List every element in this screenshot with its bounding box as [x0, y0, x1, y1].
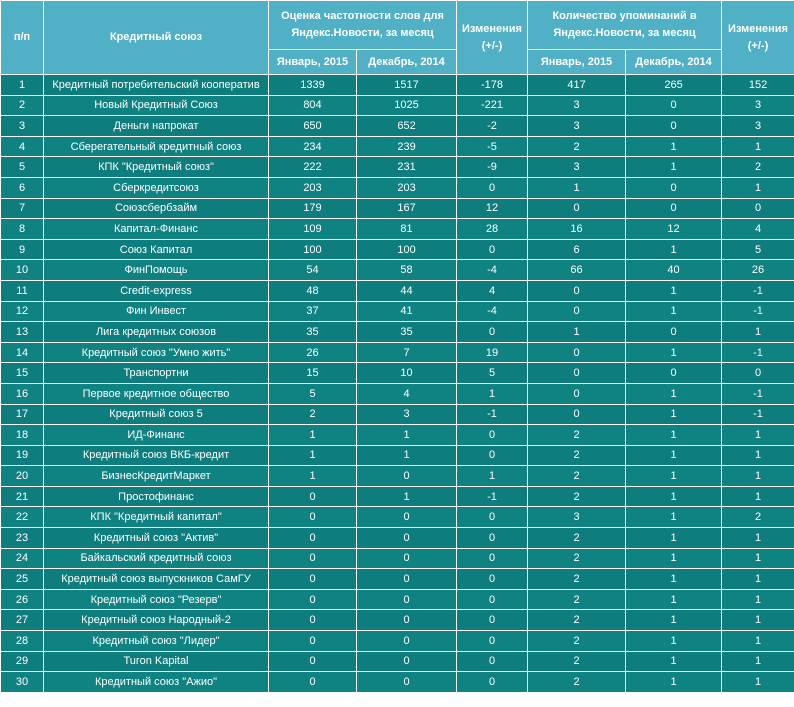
mentions-dec-2014-cell: 1 [626, 466, 722, 487]
frequency-jan-2015-cell: 0 [269, 610, 357, 631]
frequency-dec-2014-cell: 1025 [357, 95, 457, 116]
frequency-jan-2015-cell: 5 [269, 383, 357, 404]
frequency-change-cell: 0 [457, 569, 528, 590]
mentions-dec-2014-cell: 0 [626, 322, 722, 343]
mentions-jan-2015-cell: 0 [528, 280, 626, 301]
frequency-dec-2014-cell: 0 [357, 631, 457, 652]
frequency-change-cell: 1 [457, 383, 528, 404]
credit-union-name-cell: Кредитный союз "Ажио" [44, 672, 269, 693]
frequency-jan-2015-cell: 804 [269, 95, 357, 116]
frequency-jan-2015-cell: 26 [269, 342, 357, 363]
credit-union-name-cell: КПК "Кредитный капитал" [44, 507, 269, 528]
mentions-dec-2014-cell: 1 [626, 610, 722, 631]
mentions-jan-2015-cell: 66 [528, 260, 626, 281]
frequency-change-cell: 28 [457, 219, 528, 240]
frequency-dec-2014-cell: 10 [357, 363, 457, 384]
frequency-change-cell: -4 [457, 260, 528, 281]
row-number-cell: 13 [1, 322, 44, 343]
frequency-dec-2014-cell: 0 [357, 672, 457, 693]
frequency-dec-2014-cell: 58 [357, 260, 457, 281]
frequency-dec-2014-cell: 1517 [357, 75, 457, 96]
credit-union-name-cell: Кредитный союз ВКБ-кредит [44, 445, 269, 466]
frequency-jan-2015-cell: 1 [269, 445, 357, 466]
frequency-change-cell: 0 [457, 177, 528, 198]
frequency-dec-2014-cell: 0 [357, 651, 457, 672]
mentions-change-cell: 3 [722, 95, 794, 116]
table-row [1, 404, 794, 425]
table-row [1, 631, 794, 652]
header-frequency-jan-2015: Январь, 2015 [269, 50, 357, 75]
mentions-jan-2015-cell: 3 [528, 116, 626, 137]
row-number-cell: 24 [1, 548, 44, 569]
mentions-dec-2014-cell: 1 [626, 239, 722, 260]
mentions-change-cell: 2 [722, 507, 794, 528]
row-number-cell: 4 [1, 136, 44, 157]
frequency-jan-2015-cell: 0 [269, 486, 357, 507]
frequency-jan-2015-cell: 0 [269, 631, 357, 652]
mentions-dec-2014-cell: 1 [626, 528, 722, 549]
table-row [1, 425, 794, 446]
table-row [1, 280, 794, 301]
credit-union-name-cell: Кредитный союз "Резерв" [44, 589, 269, 610]
frequency-jan-2015-cell: 1 [269, 466, 357, 487]
frequency-dec-2014-cell: 4 [357, 383, 457, 404]
credit-union-name-cell: Сберкредитсоюз [44, 177, 269, 198]
frequency-change-cell: 1 [457, 466, 528, 487]
mentions-jan-2015-cell: 2 [528, 610, 626, 631]
mentions-change-cell: 1 [722, 610, 794, 631]
mentions-change-cell: 0 [722, 198, 794, 219]
row-number-cell: 28 [1, 631, 44, 652]
mentions-dec-2014-cell: 1 [626, 631, 722, 652]
credit-union-name-cell: Кредитный союз выпускников СамГУ [44, 569, 269, 590]
mentions-change-cell: 152 [722, 75, 794, 96]
frequency-change-cell: -1 [457, 404, 528, 425]
frequency-jan-2015-cell: 37 [269, 301, 357, 322]
mentions-jan-2015-cell: 2 [528, 548, 626, 569]
mentions-change-cell: 1 [722, 445, 794, 466]
credit-union-name-cell: БизнесКредитМаркет [44, 466, 269, 487]
frequency-change-cell: 0 [457, 651, 528, 672]
frequency-dec-2014-cell: 231 [357, 157, 457, 178]
frequency-change-cell: -178 [457, 75, 528, 96]
mentions-change-cell: 26 [722, 260, 794, 281]
frequency-change-cell: 0 [457, 507, 528, 528]
mentions-dec-2014-cell: 0 [626, 363, 722, 384]
mentions-dec-2014-cell: 1 [626, 425, 722, 446]
credit-union-name-cell: Простофинанс [44, 486, 269, 507]
table-row [1, 75, 794, 96]
row-number-cell: 11 [1, 280, 44, 301]
mentions-jan-2015-cell: 0 [528, 404, 626, 425]
credit-union-name-cell: Союз Капитал [44, 239, 269, 260]
table-row [1, 260, 794, 281]
header-row-number: п/п [1, 1, 44, 75]
table-row [1, 610, 794, 631]
frequency-change-cell: 0 [457, 445, 528, 466]
frequency-jan-2015-cell: 0 [269, 507, 357, 528]
mentions-jan-2015-cell: 2 [528, 631, 626, 652]
frequency-change-cell: -221 [457, 95, 528, 116]
mentions-change-cell: 4 [722, 219, 794, 240]
mentions-change-cell: 1 [722, 631, 794, 652]
table-row [1, 239, 794, 260]
mentions-change-cell: 1 [722, 569, 794, 590]
mentions-dec-2014-cell: 1 [626, 569, 722, 590]
mentions-jan-2015-cell: 417 [528, 75, 626, 96]
mentions-change-cell: -1 [722, 404, 794, 425]
frequency-jan-2015-cell: 203 [269, 177, 357, 198]
mentions-change-cell: 3 [722, 116, 794, 137]
frequency-jan-2015-cell: 0 [269, 672, 357, 693]
frequency-dec-2014-cell: 100 [357, 239, 457, 260]
mentions-jan-2015-cell: 2 [528, 445, 626, 466]
frequency-dec-2014-cell: 41 [357, 301, 457, 322]
row-number-cell: 23 [1, 528, 44, 549]
mentions-jan-2015-cell: 2 [528, 528, 626, 549]
frequency-change-cell: -1 [457, 486, 528, 507]
mentions-jan-2015-cell: 3 [528, 157, 626, 178]
table-row [1, 383, 794, 404]
row-number-cell: 30 [1, 672, 44, 693]
credit-union-name-cell: Первое кредитное общество [44, 383, 269, 404]
frequency-change-cell: 0 [457, 672, 528, 693]
credit-union-name-cell: Сберегательный кредитный союз [44, 136, 269, 157]
frequency-change-cell: 19 [457, 342, 528, 363]
frequency-change-cell: 5 [457, 363, 528, 384]
row-number-cell: 1 [1, 75, 44, 96]
frequency-dec-2014-cell: 167 [357, 198, 457, 219]
mentions-dec-2014-cell: 1 [626, 651, 722, 672]
frequency-jan-2015-cell: 54 [269, 260, 357, 281]
mentions-jan-2015-cell: 1 [528, 177, 626, 198]
frequency-jan-2015-cell: 0 [269, 651, 357, 672]
table-row [1, 342, 794, 363]
frequency-change-cell: 0 [457, 610, 528, 631]
row-number-cell: 27 [1, 610, 44, 631]
mentions-change-cell: 5 [722, 239, 794, 260]
table-row [1, 198, 794, 219]
table-row [1, 507, 794, 528]
frequency-dec-2014-cell: 7 [357, 342, 457, 363]
mentions-change-cell: 1 [722, 672, 794, 693]
row-number-cell: 12 [1, 301, 44, 322]
credit-union-name-cell: Кредитный потребительский кооператив [44, 75, 269, 96]
row-number-cell: 19 [1, 445, 44, 466]
frequency-jan-2015-cell: 35 [269, 322, 357, 343]
mentions-dec-2014-cell: 1 [626, 383, 722, 404]
credit-union-name-cell: Кредитный союз "Умно жить" [44, 342, 269, 363]
frequency-change-cell: -5 [457, 136, 528, 157]
header-frequency-group: Оценка частотности слов для Яндекс.Новости, за месяц [269, 1, 457, 50]
table-row [1, 301, 794, 322]
mentions-change-cell: 1 [722, 322, 794, 343]
frequency-jan-2015-cell: 2 [269, 404, 357, 425]
credit-union-name-cell: Новый Кредитный Союз [44, 95, 269, 116]
credit-union-name-cell: Союзсбербзайм [44, 198, 269, 219]
frequency-change-cell: 0 [457, 528, 528, 549]
frequency-dec-2014-cell: 0 [357, 610, 457, 631]
table-row [1, 672, 794, 693]
frequency-jan-2015-cell: 0 [269, 528, 357, 549]
mentions-jan-2015-cell: 2 [528, 569, 626, 590]
frequency-dec-2014-cell: 1 [357, 445, 457, 466]
frequency-dec-2014-cell: 81 [357, 219, 457, 240]
frequency-jan-2015-cell: 650 [269, 116, 357, 137]
mentions-dec-2014-cell: 0 [626, 116, 722, 137]
frequency-change-cell: 0 [457, 425, 528, 446]
row-number-cell: 5 [1, 157, 44, 178]
row-number-cell: 15 [1, 363, 44, 384]
mentions-jan-2015-cell: 0 [528, 363, 626, 384]
row-number-cell: 6 [1, 177, 44, 198]
mentions-jan-2015-cell: 1 [528, 322, 626, 343]
table-row [1, 136, 794, 157]
frequency-jan-2015-cell: 109 [269, 219, 357, 240]
mentions-dec-2014-cell: 1 [626, 672, 722, 693]
row-number-cell: 22 [1, 507, 44, 528]
credit-union-name-cell: Credit-express [44, 280, 269, 301]
credit-union-name-cell: Лига кредитных союзов [44, 322, 269, 343]
credit-union-name-cell: ФинПомощь [44, 260, 269, 281]
mentions-dec-2014-cell: 1 [626, 486, 722, 507]
frequency-jan-2015-cell: 1339 [269, 75, 357, 96]
credit-union-name-cell: Деньги напрокат [44, 116, 269, 137]
mentions-jan-2015-cell: 2 [528, 672, 626, 693]
header-frequency-dec-2014: Декабрь, 2014 [357, 50, 457, 75]
frequency-dec-2014-cell: 0 [357, 548, 457, 569]
mentions-dec-2014-cell: 1 [626, 136, 722, 157]
table-row [1, 528, 794, 549]
mentions-jan-2015-cell: 6 [528, 239, 626, 260]
frequency-dec-2014-cell: 35 [357, 322, 457, 343]
mentions-dec-2014-cell: 0 [626, 198, 722, 219]
row-number-cell: 7 [1, 198, 44, 219]
mentions-jan-2015-cell: 2 [528, 136, 626, 157]
credit-union-name-cell: Капитал-Финанс [44, 219, 269, 240]
credit-union-name-cell: Кредитный союз "Актив" [44, 528, 269, 549]
table-row [1, 548, 794, 569]
frequency-dec-2014-cell: 652 [357, 116, 457, 137]
header-mentions-jan-2015: Январь, 2015 [528, 50, 626, 75]
mentions-dec-2014-cell: 0 [626, 95, 722, 116]
mentions-dec-2014-cell: 1 [626, 445, 722, 466]
row-number-cell: 14 [1, 342, 44, 363]
mentions-change-cell: -1 [722, 342, 794, 363]
row-number-cell: 18 [1, 425, 44, 446]
table-body [1, 75, 794, 693]
mentions-dec-2014-cell: 0 [626, 177, 722, 198]
frequency-change-cell: 12 [457, 198, 528, 219]
credit-union-name-cell: КПК "Кредитный союз" [44, 157, 269, 178]
mentions-change-cell: 1 [722, 651, 794, 672]
mentions-jan-2015-cell: 0 [528, 342, 626, 363]
table-row [1, 95, 794, 116]
mentions-dec-2014-cell: 1 [626, 342, 722, 363]
mentions-dec-2014-cell: 1 [626, 280, 722, 301]
header-mentions-change: Изменения (+/-) [722, 1, 794, 75]
table-row [1, 486, 794, 507]
frequency-jan-2015-cell: 48 [269, 280, 357, 301]
mentions-change-cell: -1 [722, 280, 794, 301]
row-number-cell: 26 [1, 589, 44, 610]
header-mentions-dec-2014: Декабрь, 2014 [626, 50, 722, 75]
mentions-jan-2015-cell: 3 [528, 507, 626, 528]
frequency-jan-2015-cell: 0 [269, 548, 357, 569]
frequency-change-cell: 0 [457, 548, 528, 569]
mentions-dec-2014-cell: 1 [626, 301, 722, 322]
header-credit-union: Кредитный союз [44, 1, 269, 75]
mentions-change-cell: 1 [722, 136, 794, 157]
row-number-cell: 21 [1, 486, 44, 507]
mentions-jan-2015-cell: 2 [528, 589, 626, 610]
table-row [1, 322, 794, 343]
mentions-jan-2015-cell: 0 [528, 301, 626, 322]
row-number-cell: 3 [1, 116, 44, 137]
frequency-dec-2014-cell: 203 [357, 177, 457, 198]
frequency-dec-2014-cell: 0 [357, 589, 457, 610]
row-number-cell: 25 [1, 569, 44, 590]
row-number-cell: 17 [1, 404, 44, 425]
frequency-jan-2015-cell: 0 [269, 569, 357, 590]
mentions-change-cell: 1 [722, 425, 794, 446]
frequency-change-cell: 0 [457, 239, 528, 260]
mentions-dec-2014-cell: 12 [626, 219, 722, 240]
mentions-change-cell: 1 [722, 589, 794, 610]
row-number-cell: 20 [1, 466, 44, 487]
frequency-change-cell: 0 [457, 631, 528, 652]
credit-union-name-cell: ИД-Финанс [44, 425, 269, 446]
mentions-change-cell: 1 [722, 528, 794, 549]
frequency-change-cell: 0 [457, 322, 528, 343]
mentions-dec-2014-cell: 1 [626, 589, 722, 610]
row-number-cell: 8 [1, 219, 44, 240]
frequency-dec-2014-cell: 1 [357, 425, 457, 446]
table-row [1, 569, 794, 590]
mentions-jan-2015-cell: 2 [528, 486, 626, 507]
credit-union-name-cell: Транспортни [44, 363, 269, 384]
credit-union-name-cell: Фин Инвест [44, 301, 269, 322]
credit-union-name-cell: Кредитный союз 5 [44, 404, 269, 425]
mentions-change-cell: 1 [722, 466, 794, 487]
row-number-cell: 10 [1, 260, 44, 281]
row-number-cell: 29 [1, 651, 44, 672]
credit-union-name-cell: Turon Kapital [44, 651, 269, 672]
mentions-dec-2014-cell: 1 [626, 548, 722, 569]
table-row [1, 177, 794, 198]
frequency-jan-2015-cell: 0 [269, 589, 357, 610]
mentions-jan-2015-cell: 0 [528, 198, 626, 219]
frequency-change-cell: 4 [457, 280, 528, 301]
header-frequency-change: Изменения (+/-) [457, 1, 528, 75]
credit-union-name-cell: Кредитный союз Народный-2 [44, 610, 269, 631]
table-row [1, 116, 794, 137]
row-number-cell: 16 [1, 383, 44, 404]
credit-union-name-cell: Кредитный союз "Лидер" [44, 631, 269, 652]
header-mentions-group: Количество упоминаний в Яндекс.Новости, за месяц [528, 1, 722, 50]
table-row [1, 445, 794, 466]
frequency-jan-2015-cell: 222 [269, 157, 357, 178]
mentions-change-cell: 1 [722, 486, 794, 507]
mentions-dec-2014-cell: 1 [626, 507, 722, 528]
mentions-dec-2014-cell: 40 [626, 260, 722, 281]
mentions-change-cell: 1 [722, 177, 794, 198]
mentions-jan-2015-cell: 0 [528, 383, 626, 404]
table-row [1, 157, 794, 178]
table-row [1, 466, 794, 487]
mentions-change-cell: 2 [722, 157, 794, 178]
mentions-change-cell: 1 [722, 548, 794, 569]
mentions-change-cell: 0 [722, 363, 794, 384]
frequency-jan-2015-cell: 100 [269, 239, 357, 260]
row-number-cell: 9 [1, 239, 44, 260]
frequency-dec-2014-cell: 239 [357, 136, 457, 157]
mentions-dec-2014-cell: 1 [626, 157, 722, 178]
frequency-dec-2014-cell: 0 [357, 507, 457, 528]
table-row [1, 363, 794, 384]
frequency-change-cell: -2 [457, 116, 528, 137]
frequency-change-cell: -9 [457, 157, 528, 178]
mentions-dec-2014-cell: 265 [626, 75, 722, 96]
frequency-change-cell: -4 [457, 301, 528, 322]
mentions-jan-2015-cell: 3 [528, 95, 626, 116]
frequency-jan-2015-cell: 15 [269, 363, 357, 384]
mentions-jan-2015-cell: 2 [528, 651, 626, 672]
mentions-jan-2015-cell: 2 [528, 425, 626, 446]
row-number-cell: 2 [1, 95, 44, 116]
frequency-jan-2015-cell: 234 [269, 136, 357, 157]
frequency-change-cell: 0 [457, 589, 528, 610]
frequency-dec-2014-cell: 1 [357, 486, 457, 507]
mentions-change-cell: -1 [722, 383, 794, 404]
frequency-dec-2014-cell: 0 [357, 569, 457, 590]
mentions-dec-2014-cell: 1 [626, 404, 722, 425]
frequency-dec-2014-cell: 0 [357, 528, 457, 549]
table-row [1, 651, 794, 672]
frequency-jan-2015-cell: 1 [269, 425, 357, 446]
frequency-dec-2014-cell: 3 [357, 404, 457, 425]
mentions-change-cell: -1 [722, 301, 794, 322]
mentions-jan-2015-cell: 2 [528, 466, 626, 487]
frequency-dec-2014-cell: 0 [357, 466, 457, 487]
credit-union-name-cell: Байкальский кредитный союз [44, 548, 269, 569]
frequency-dec-2014-cell: 44 [357, 280, 457, 301]
table-row [1, 219, 794, 240]
table-row [1, 589, 794, 610]
mentions-jan-2015-cell: 16 [528, 219, 626, 240]
frequency-jan-2015-cell: 179 [269, 198, 357, 219]
